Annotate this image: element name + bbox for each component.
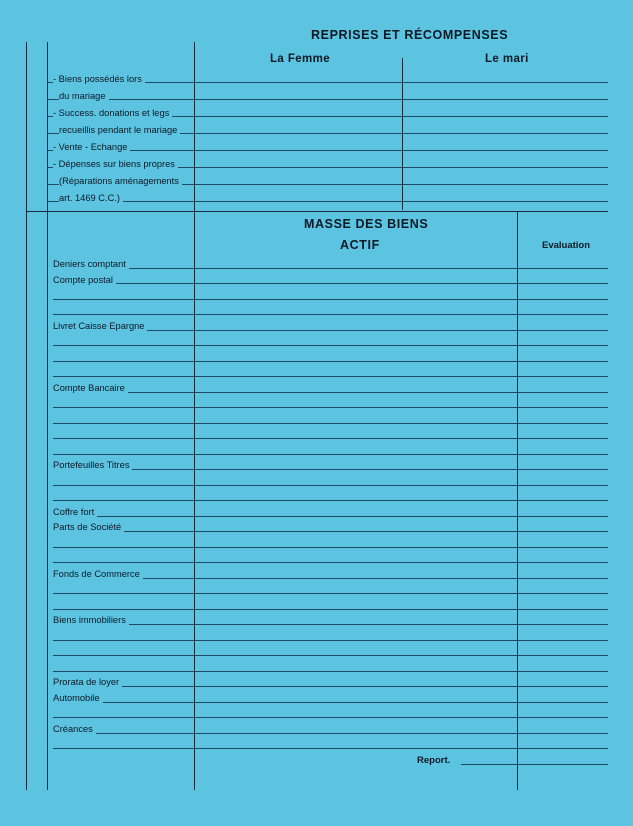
masse-row-line	[53, 392, 608, 393]
masse-row-line	[53, 702, 608, 703]
reprises-item: - Biens possédés lors	[53, 74, 145, 85]
masse-item: Créances	[53, 724, 96, 735]
reprises-item: - Success. donations et legs	[53, 108, 172, 119]
masse-item: Compte postal	[53, 275, 116, 286]
col-header-mari: Le mari	[485, 53, 529, 65]
masse-item: Automobile	[53, 693, 103, 704]
masse-item: Coffre fort	[53, 507, 97, 518]
label-column-rule	[47, 42, 48, 790]
masse-row-line	[53, 593, 608, 594]
masse-row-line	[53, 609, 608, 610]
reprises-row-line	[47, 99, 608, 100]
reprises-item: recueillis pendant le mariage	[59, 125, 180, 136]
reprises-row-line	[47, 150, 608, 151]
masse-row-line	[53, 283, 608, 284]
reprises-item: (Réparations aménagements	[59, 176, 182, 187]
evaluation-header: Evaluation	[542, 240, 591, 251]
masse-item: Compte Bancaire	[53, 383, 128, 394]
masse-row-line	[53, 686, 608, 687]
masse-item: Biens immobiliers	[53, 615, 129, 626]
masse-row-line	[53, 454, 608, 455]
masse-title: MASSE DES BIENS	[304, 217, 429, 231]
masse-row-line	[53, 423, 608, 424]
femme-column-left-rule	[194, 42, 195, 790]
masse-row-line	[53, 748, 608, 749]
reprises-item: du mariage	[59, 91, 109, 102]
masse-row-line	[53, 361, 608, 362]
masse-row-line	[53, 407, 608, 408]
masse-item: Fonds de Commerce	[53, 569, 143, 580]
reprises-item: - Vente - Echange	[53, 142, 130, 153]
masse-item: Prorata de loyer	[53, 677, 122, 688]
masse-row-line	[53, 469, 608, 470]
masse-row-line	[53, 655, 608, 656]
left-margin-rule	[26, 42, 27, 790]
reprises-row-line	[47, 201, 608, 202]
masse-item: Portefeuilles Titres	[53, 460, 132, 471]
masse-row-line	[53, 376, 608, 377]
masse-row-line	[53, 562, 608, 563]
col-header-femme: La Femme	[270, 53, 331, 65]
masse-row-line	[53, 500, 608, 501]
masse-row-line	[53, 531, 608, 532]
masse-row-line	[53, 733, 608, 734]
masse-item: Parts de Société	[53, 522, 124, 533]
masse-row-line	[53, 547, 608, 548]
masse-row-line	[53, 640, 608, 641]
report-line	[461, 764, 608, 765]
section-divider	[26, 211, 608, 212]
masse-row-line	[53, 485, 608, 486]
report-label: Report.	[417, 755, 451, 766]
reprises-title: REPRISES ET RÉCOMPENSES	[311, 28, 509, 42]
masse-item: Livret Caisse Epargne	[53, 321, 147, 332]
masse-row-line	[53, 268, 608, 269]
mari-column-left-rule	[402, 58, 403, 210]
reprises-item: art. 1469 C.C.)	[59, 193, 123, 204]
masse-row-line	[53, 299, 608, 300]
masse-row-line	[53, 345, 608, 346]
masse-row-line	[53, 314, 608, 315]
masse-row-line	[53, 671, 608, 672]
masse-subtitle: ACTIF	[340, 238, 380, 252]
masse-row-line	[53, 438, 608, 439]
masse-row-line	[53, 624, 608, 625]
masse-item: Deniers comptant	[53, 259, 129, 270]
reprises-item: - Dépenses sur biens propres	[53, 159, 178, 170]
masse-row-line	[53, 516, 608, 517]
masse-row-line	[53, 717, 608, 718]
